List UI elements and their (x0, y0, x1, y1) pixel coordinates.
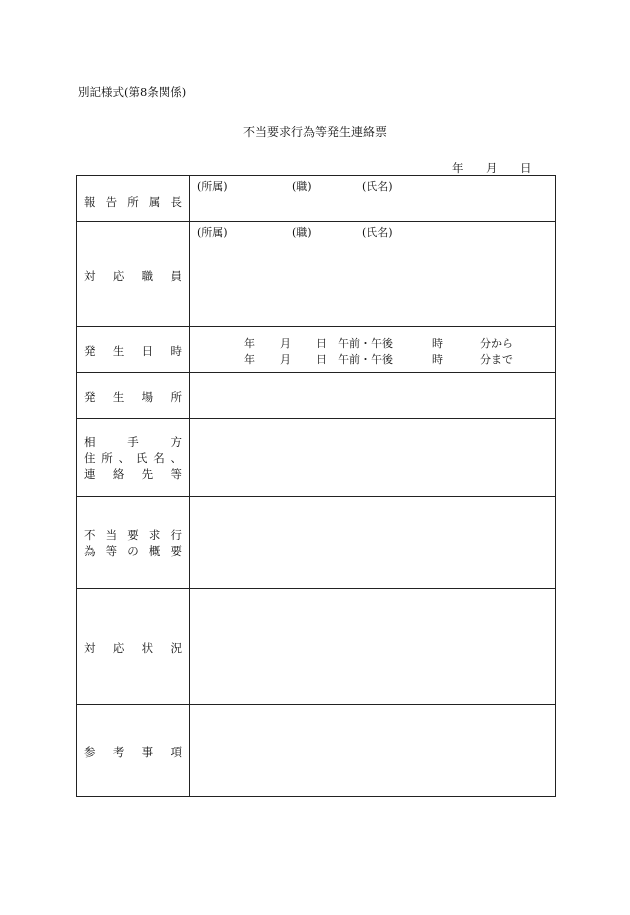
label-char: 等 (170, 467, 182, 481)
label-char: 手 (127, 435, 139, 449)
label-char: 先 (141, 467, 154, 481)
label-response-status (77, 589, 190, 705)
end-ampm-label: 午前・午後 (338, 353, 393, 366)
field-occurrence-place[interactable] (190, 373, 556, 419)
form-title: 不当要求行為等発生連絡票 (242, 125, 387, 139)
row-counterparty (77, 419, 556, 497)
affiliation-label: (所属) (197, 180, 228, 193)
label-char: 、 (118, 451, 131, 465)
field-response-status[interactable] (190, 589, 556, 705)
field-counterparty[interactable] (190, 419, 556, 497)
label-unjust-demand-summary (77, 497, 190, 589)
field-responding-staff[interactable] (190, 222, 556, 327)
label-char: 発 (84, 390, 96, 404)
label-char: 職 (141, 269, 154, 283)
label-line (84, 194, 182, 210)
label-char: 事 (141, 745, 154, 759)
row-occurrence-place (77, 373, 556, 419)
label-char: 生 (112, 390, 125, 404)
label-line (84, 527, 182, 543)
label-char: 時 (170, 344, 182, 358)
label-char: 住 (84, 451, 96, 465)
start-year-label: 年 (244, 337, 255, 350)
end-year-label: 年 (244, 353, 255, 366)
field-unjust-demand-summary[interactable] (190, 497, 556, 589)
label-char: 日 (141, 344, 154, 358)
label-line (84, 268, 182, 284)
label-char: 報 (84, 195, 96, 209)
field-reporting-manager[interactable] (190, 176, 556, 222)
label-char: 状 (141, 641, 154, 655)
label-line (84, 543, 182, 559)
label-char: 長 (170, 195, 182, 209)
position-label: (職) (292, 180, 312, 193)
label-reporting-manager (77, 176, 190, 222)
label-char: 求 (148, 528, 161, 542)
label-line (84, 343, 182, 359)
label-char: 況 (170, 641, 182, 655)
label-char: 項 (170, 745, 182, 759)
label-occurrence-place (77, 373, 190, 419)
label-char: 絡 (112, 467, 125, 481)
affiliation-label: (所属) (197, 226, 228, 239)
start-minute-label: 分から (480, 337, 513, 350)
label-char: 考 (112, 745, 125, 759)
label-counterparty (77, 419, 190, 497)
label-line (84, 466, 182, 482)
label-line (84, 640, 182, 656)
label-char: 等 (105, 544, 118, 558)
label-char: 不 (84, 528, 96, 542)
label-char: 相 (84, 435, 96, 449)
label-char: 当 (105, 528, 118, 542)
label-char: の (127, 544, 139, 558)
label-char: 応 (112, 269, 125, 283)
row-response-status (77, 589, 556, 705)
label-char: 対 (84, 269, 96, 283)
label-char: 対 (84, 641, 96, 655)
label-char: 概 (148, 544, 161, 558)
label-line (84, 389, 182, 405)
name-label: (氏名) (362, 226, 393, 239)
label-char: 連 (84, 467, 96, 481)
row-responding-staff (77, 222, 556, 327)
date-month-label: 月 (486, 161, 498, 175)
name-label: (氏名) (362, 180, 393, 193)
label-line (84, 744, 182, 760)
label-reference-notes (77, 705, 190, 797)
label-char: 為 (84, 544, 96, 558)
label-line (84, 434, 182, 450)
label-char: 方 (170, 435, 182, 449)
label-char: 員 (170, 269, 182, 283)
label-char: 所 (101, 451, 113, 465)
label-char: 要 (127, 528, 139, 542)
label-char: 氏 (135, 451, 148, 465)
end-minute-label: 分まで (480, 353, 513, 366)
start-hour-label: 時 (432, 337, 443, 350)
row-occurrence-datetime (77, 327, 556, 373)
start-day-label: 日 (316, 337, 327, 350)
label-char: 所 (170, 390, 182, 404)
end-hour-label: 時 (432, 353, 443, 366)
row-unjust-demand-summary (77, 497, 556, 589)
date-day-label: 日 (520, 161, 532, 175)
field-occurrence-datetime[interactable] (190, 327, 556, 373)
label-char: 参 (84, 745, 96, 759)
field-reference-notes[interactable] (190, 705, 556, 797)
start-ampm-label: 午前・午後 (338, 337, 393, 350)
label-char: 生 (112, 344, 125, 358)
report-form-table (76, 175, 556, 797)
date-year-label: 年 (452, 161, 464, 175)
label-char: 所 (127, 195, 139, 209)
label-char: 、 (170, 451, 182, 465)
label-char: 発 (84, 344, 96, 358)
label-char: 属 (148, 195, 161, 209)
label-char: 場 (141, 390, 154, 404)
label-char: 要 (170, 544, 182, 558)
label-char: 告 (105, 195, 118, 209)
end-day-label: 日 (316, 353, 327, 366)
label-responding-staff (77, 222, 190, 327)
label-char: 名 (153, 451, 165, 465)
row-reporting-manager (77, 176, 556, 222)
position-label: (職) (292, 226, 312, 239)
label-char: 応 (112, 641, 125, 655)
label-occurrence-datetime (77, 327, 190, 373)
label-line (84, 450, 182, 466)
label-char: 行 (170, 528, 182, 542)
form-caption: 別記様式(第8条関係) (78, 85, 187, 99)
end-month-label: 月 (280, 353, 291, 366)
row-reference-notes (77, 705, 556, 797)
start-month-label: 月 (280, 337, 291, 350)
